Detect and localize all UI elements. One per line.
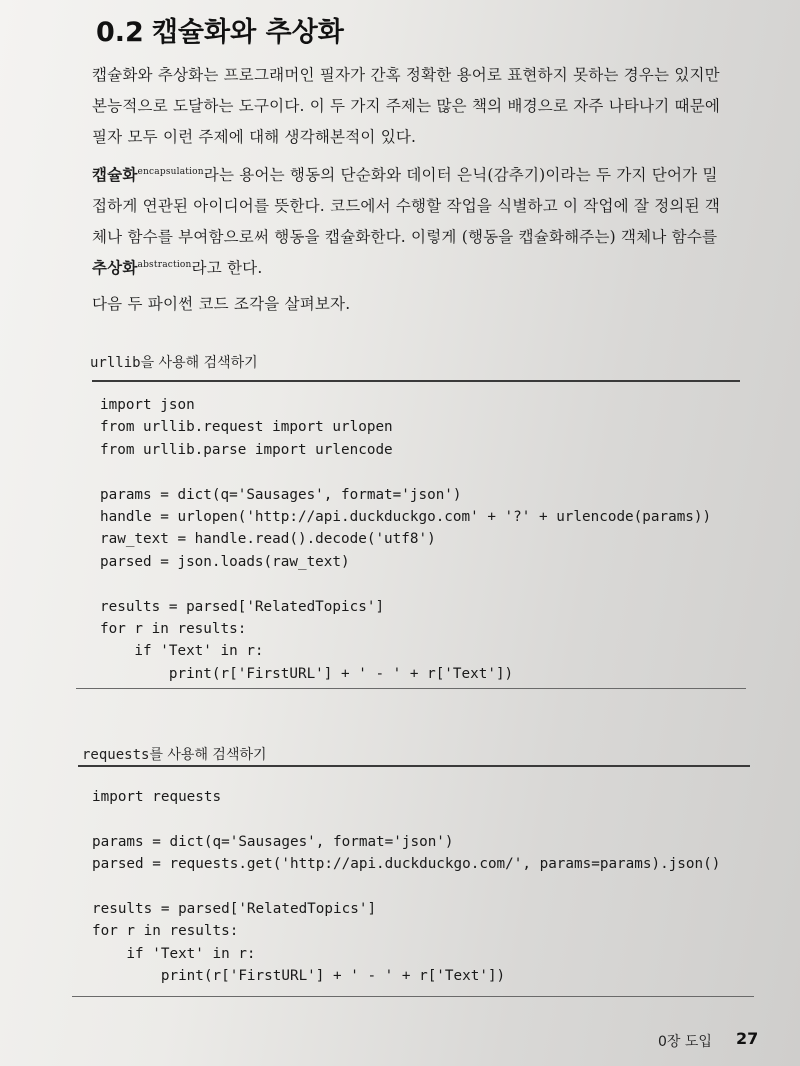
listing2-bottom-rule bbox=[72, 996, 754, 997]
listing1-bottom-rule bbox=[76, 688, 746, 689]
term-abstraction-en: abstraction bbox=[137, 260, 192, 270]
listing2-code-block bbox=[92, 786, 720, 988]
encapsulation-line: 체나 함수를 부여함으로써 행동을 캡슐화한다. 이렇게 (행동을 캡슐화해주는) 객체나 함수를 bbox=[92, 228, 718, 246]
term-abstraction: 추상화 bbox=[92, 259, 138, 277]
code-line: results = parsed['RelatedTopics'] bbox=[100, 598, 385, 615]
code-line: from urllib.parse import urlencode bbox=[100, 441, 393, 458]
code-line: parsed = requests.get('http://api.duckduckgo.com/', params=params).json() bbox=[92, 856, 721, 873]
section-title: 캡슐화와 추상화 bbox=[151, 17, 344, 48]
code-line: print(r['FirstURL'] + ' - ' + r['Text']) bbox=[100, 665, 514, 682]
code-line: results = parsed['RelatedTopics'] bbox=[92, 900, 377, 917]
encapsulation-line: 접하게 연관된 아이디어를 뜻한다. 코드에서 수행할 작업을 식별하고 이 작업에 잘 정의된 객 bbox=[92, 197, 721, 215]
intro-line: 필자 모두 이런 주제에 대해 생각해본적이 있다. bbox=[92, 128, 417, 146]
listing1-top-rule bbox=[92, 380, 740, 382]
listing1-code-block bbox=[100, 394, 711, 685]
intro-paragraph bbox=[92, 60, 742, 153]
code-line: print(r['FirstURL'] + ' - ' + r['Text']) bbox=[92, 968, 506, 985]
code-line: from urllib.request import urlopen bbox=[100, 419, 393, 436]
code-line: if 'Text' in r: bbox=[100, 643, 264, 660]
intro-line: 캡슐화와 추상화는 프로그래머인 필자가 간혹 정확한 용어로 표현하지 못하는 경우는 있지만 bbox=[92, 66, 720, 84]
code-line bbox=[100, 461, 711, 483]
listing2-caption bbox=[82, 744, 267, 764]
listing1-caption-code: urllib bbox=[90, 355, 141, 371]
encapsulation-paragraph bbox=[92, 160, 742, 284]
code-line bbox=[100, 573, 711, 595]
listing2-top-rule bbox=[78, 765, 750, 767]
code-line bbox=[92, 876, 720, 898]
footer-chapter: 0장 도입 bbox=[658, 1034, 712, 1050]
listing2-caption-text: 를 사용해 검색하기 bbox=[149, 747, 267, 763]
page-number: 27 bbox=[736, 1029, 759, 1048]
encapsulation-text: 라는 용어는 행동의 단순화와 데이터 은닉(감추기)이라는 두 가지 단어가 밀 bbox=[203, 166, 718, 184]
code-line: params = dict(q='Sausages', format='json') bbox=[100, 486, 462, 503]
listing2-caption-code: requests bbox=[82, 747, 150, 763]
code-line: import json bbox=[100, 397, 195, 413]
section-number: 0.2 bbox=[96, 17, 144, 48]
term-encapsulation: 캡슐화 bbox=[92, 166, 138, 184]
term-encapsulation-en: encapsulation bbox=[137, 167, 204, 177]
code-line: raw_text = handle.read().decode('utf8') bbox=[100, 531, 436, 548]
abstraction-text: 라고 한다. bbox=[191, 259, 263, 277]
lead-in-text: 다음 두 파이썬 코드 조각을 살펴보자. bbox=[92, 295, 351, 313]
code-line: for r in results: bbox=[92, 923, 239, 940]
code-line: params = dict(q='Sausages', format='json') bbox=[92, 833, 454, 850]
listing1-caption bbox=[90, 352, 258, 372]
code-line bbox=[92, 808, 720, 830]
encapsulation-line bbox=[92, 253, 742, 284]
code-line: import requests bbox=[92, 789, 222, 805]
code-line: for r in results: bbox=[100, 620, 247, 637]
code-line: parsed = json.loads(raw_text) bbox=[100, 553, 350, 570]
code-line: if 'Text' in r: bbox=[92, 945, 256, 962]
encapsulation-line bbox=[92, 160, 742, 191]
intro-line: 본능적으로 도달하는 도구이다. 이 두 가지 주제는 많은 책의 배경으로 자주 나타나기 때문에 bbox=[92, 97, 721, 115]
code-line: handle = urlopen('http://api.duckduckgo.com' + '?' + urlencode(params)) bbox=[100, 508, 712, 525]
listing1-caption-text: 을 사용해 검색하기 bbox=[140, 355, 258, 371]
section-heading bbox=[96, 10, 344, 49]
